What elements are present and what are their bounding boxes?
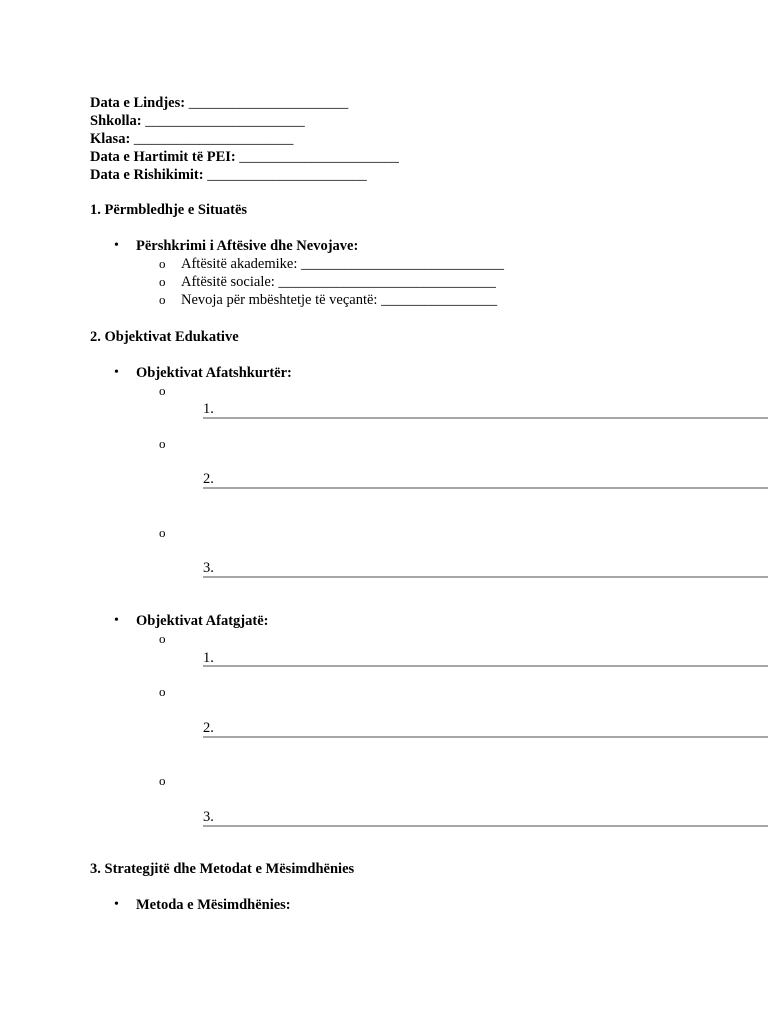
field-label: Shkolla: bbox=[90, 113, 142, 129]
field-label: Klasa: bbox=[90, 131, 131, 147]
short-term-input-line-3[interactable] bbox=[203, 576, 768, 578]
field-review-date bbox=[90, 166, 367, 184]
skills-needs-label: Përshkrimi i Aftësive dhe Nevojave: bbox=[136, 238, 359, 254]
circle-bullet-icon: o bbox=[159, 383, 166, 398]
field-class bbox=[90, 130, 293, 148]
short-term-objectives-label: Objektivat Afatshkurtër: bbox=[136, 365, 292, 381]
field-blank: ______________________ bbox=[133, 131, 294, 147]
short-term-number-2: 2. bbox=[203, 471, 214, 487]
circle-bullet-icon: o bbox=[159, 436, 166, 451]
long-term-number-1: 1. bbox=[203, 650, 214, 666]
field-blank: ______________________ bbox=[207, 167, 367, 183]
circle-bullet-icon: o bbox=[159, 256, 166, 271]
bullet-icon: • bbox=[114, 238, 119, 253]
field-pei-date bbox=[90, 148, 399, 166]
short-term-input-line-2[interactable] bbox=[203, 487, 768, 489]
field-blank: ______________________ bbox=[188, 95, 349, 111]
long-term-input-line-2[interactable] bbox=[203, 736, 768, 738]
long-term-input-line-3[interactable] bbox=[203, 825, 768, 827]
subitem-special-support: Nevoja për mbështetje të veçantë: ________________ bbox=[181, 292, 498, 308]
circle-bullet-icon: o bbox=[159, 773, 166, 788]
subitem-social-skills: Aftësitë sociale: ______________________________ bbox=[181, 274, 496, 290]
section-3-title: 3. Strategjitë dhe Metodat e Mësimdhënies bbox=[90, 861, 355, 877]
bullet-icon: • bbox=[114, 365, 119, 380]
field-birth-date bbox=[90, 94, 348, 112]
section-2-title: 2. Objektivat Edukative bbox=[90, 329, 239, 345]
short-term-input-line-1[interactable] bbox=[203, 417, 768, 419]
short-term-number-3: 3. bbox=[203, 560, 214, 576]
bullet-icon: • bbox=[114, 897, 119, 912]
section-1-title: 1. Përmbledhje e Situatës bbox=[90, 202, 248, 218]
subitem-academic-skills: Aftësitë akademike: ____________________________ bbox=[181, 256, 504, 272]
bullet-icon: • bbox=[114, 613, 119, 628]
long-term-objectives-label: Objektivat Afatgjatë: bbox=[136, 613, 269, 629]
field-label: Data e Rishikimit: bbox=[90, 167, 204, 183]
teaching-methods-label: Metoda e Mësimdhënies: bbox=[136, 897, 291, 913]
field-label: Data e Hartimit të PEI: bbox=[90, 149, 236, 165]
field-blank: ______________________ bbox=[239, 149, 399, 165]
circle-bullet-icon: o bbox=[159, 274, 166, 289]
circle-bullet-icon: o bbox=[159, 684, 166, 699]
circle-bullet-icon: o bbox=[159, 525, 166, 540]
circle-bullet-icon: o bbox=[159, 631, 166, 646]
field-school bbox=[90, 112, 305, 130]
circle-bullet-icon: o bbox=[159, 292, 166, 307]
long-term-number-3: 3. bbox=[203, 809, 214, 825]
long-term-number-2: 2. bbox=[203, 720, 214, 736]
field-label: Data e Lindjes: bbox=[90, 95, 186, 111]
short-term-number-1: 1. bbox=[203, 401, 214, 417]
field-blank: ______________________ bbox=[145, 113, 305, 129]
long-term-input-line-1[interactable] bbox=[203, 665, 768, 667]
